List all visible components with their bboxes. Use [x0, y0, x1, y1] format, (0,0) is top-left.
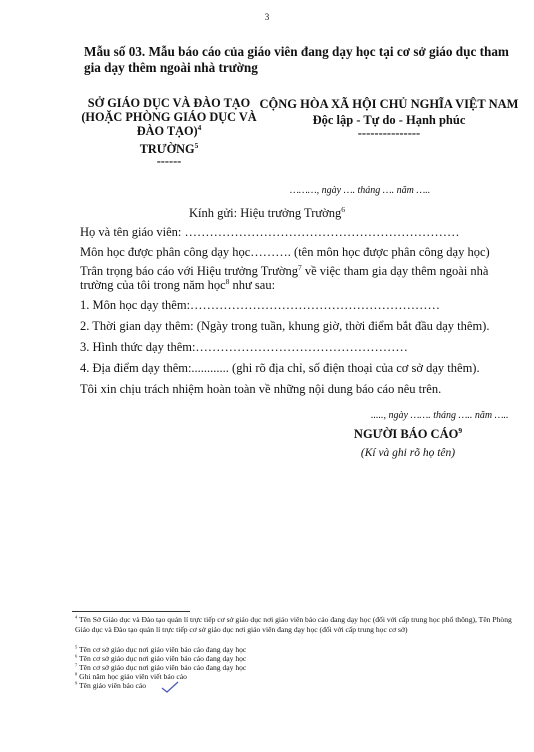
assigned-subject-field: Môn học được phân công dạy học………. (tên môn học được phân công dạy học) [80, 245, 490, 259]
footnote-ref-6: 6 [341, 204, 346, 214]
agency-divider: ------ [156, 154, 182, 168]
footnote-6: $^6$ Tên cơ sở giáo dục nơi giáo viên báo cáo đang dạy học [75, 653, 247, 663]
national-motto: Độc lập - Tự do - Hạnh phúc [312, 113, 466, 127]
footnote-ref-7: 7 [297, 262, 302, 272]
footnote-8: $^8$ Ghi năm học giáo viên viết báo cáo [75, 671, 187, 681]
tutoring-location-field: 4. Địa điểm dạy thêm:............ (ghi rõ địa chỉ, số điện thoại của cơ sở dạy thêm). [80, 361, 480, 375]
form-title: Mẫu số 03. Mẫu báo cáo của giáo viên đang dạy học tại cơ sở giáo dục tham gia dạy thêm ngoài nhà trường [84, 44, 509, 75]
footnote-ref-5: 5 [194, 140, 199, 150]
agency-header [80, 96, 258, 166]
tutoring-time-field: 2. Thời gian dạy thêm: (Ngày trong tuần, khung giờ, thời điểm bắt đầu dạy thêm). [80, 319, 490, 333]
school-line: TRƯỜNG$^5$ [139, 140, 199, 156]
signer-label: NGƯỜI BÁO CÁO$^9$ [353, 425, 463, 441]
report-date-line: ………, ngày …. tháng …. năm ….. [290, 185, 431, 196]
recipient-line: Kính gửi: Hiệu trưởng Trường$^6$ [188, 204, 346, 220]
footnote-ref-4: 4 [197, 122, 202, 132]
check-mark-icon [160, 680, 180, 694]
national-header [258, 96, 520, 138]
signature-instruction: (Kí và ghi rõ họ tên) [360, 447, 456, 459]
footnote-7: $^7$ Tên cơ sở giáo dục nơi giáo viên báo cáo đang dạy học [75, 662, 247, 672]
footnote-separator [72, 611, 190, 612]
national-title: CỘNG HÒA XÃ HỘI CHỦ NGHĨA VIỆT NAM [259, 97, 519, 111]
report-intro: Trân trọng báo cáo với Hiệu trưởng Trường$^7$ về việc tham gia dạy thêm ngoài nhà trường của tôi trong năm học$^8$ như sau: [80, 262, 489, 292]
footnote-5: $^5$ Tên cơ sở giáo dục nơi giáo viên báo cáo đang dạy học [75, 644, 247, 654]
national-divider: --------------- [357, 126, 421, 140]
footnote-4: $^4$ Tên Sở Giáo dục và Đào tạo quản lí trực tiếp cơ sở giáo dục nơi giáo viên báo cáo đang dạy học (đối với cấp trung học phổ thông), Tên Phòng Giáo dục và Đào tạo quản lí trực tiếp cơ sở giáo dục nơi giáo viên đang dạy học (đối với cấp trung học cơ sở) [75, 614, 512, 634]
footnote-9: $^9$ Tên giáo viên báo cáo [75, 680, 147, 690]
footnote-ref-8: 8 [225, 276, 230, 286]
agency-line-2: (HOẶC PHÒNG GIÁO DỤC VÀ [81, 110, 257, 124]
tutoring-subject-field: 1. Môn học dạy thêm:…………………………………………………… [80, 298, 441, 312]
teacher-name-field: Họ và tên giáo viên: ………………………………………………………… [80, 225, 460, 239]
agency-line-3: ĐÀO TẠO)$^4$ [136, 122, 202, 138]
page-number: 3 [264, 12, 270, 22]
commitment-statement: Tôi xin chịu trách nhiệm hoàn toàn về những nội dung báo cáo nêu trên. [80, 382, 442, 396]
tutoring-form-field: 3. Hình thức dạy thêm:…………………………………………… [80, 340, 408, 354]
agency-line-1: SỞ GIÁO DỤC VÀ ĐÀO TẠO [87, 96, 251, 110]
signature-date-line: ....., ngày ……. tháng ….. năm ….. [371, 410, 509, 421]
footnote-ref-9: 9 [458, 425, 463, 435]
